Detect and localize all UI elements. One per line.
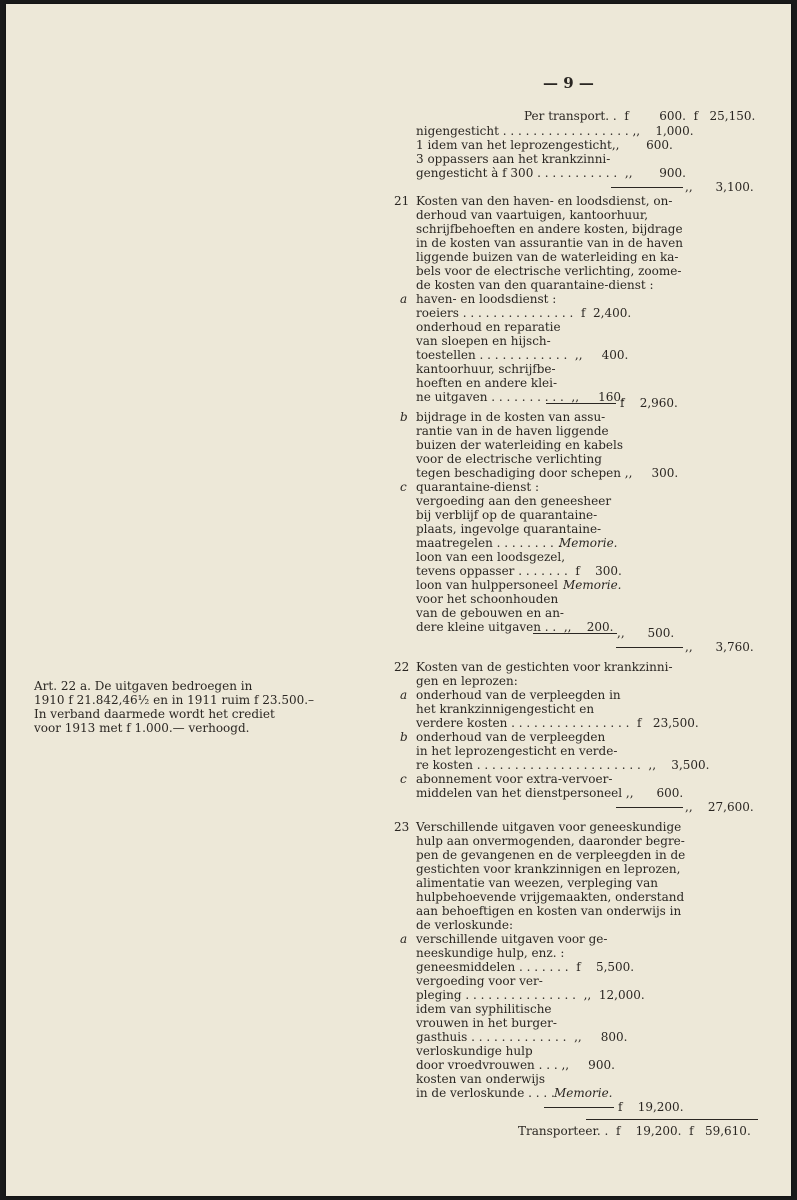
item-letter: b <box>400 730 408 744</box>
text-line: hulpbehoevende vrijgemaakten, onderstand <box>416 890 685 904</box>
per-transport-line: Per transport. . f 600. f 25,150. <box>524 109 756 123</box>
text-line: onderhoud en reparatie <box>416 320 561 334</box>
text-line: voor het schoonhouden <box>416 592 559 606</box>
text-line: in de kosten van assurantie van in de haven <box>416 236 683 250</box>
page-number: — 9 — <box>543 74 594 92</box>
text-line: derhoud van vaartuigen, kantoorhuur, <box>416 208 649 222</box>
side-note-line: Art. 22 a. De uitgaven bedroegen in <box>34 679 253 693</box>
text-line: 1 idem van het leprozengesticht,, 600. <box>416 138 673 152</box>
text-line: maatregelen . . . . . . . . . <box>416 536 562 550</box>
text-line: door vroedvrouwen . . . ,, 900. <box>416 1058 615 1072</box>
text-line: quarantaine-dienst : <box>416 480 540 494</box>
memorie-note: Memorie. <box>554 1086 613 1100</box>
text-line: gasthuis . . . . . . . . . . . . . ,, 800. <box>416 1030 628 1044</box>
text-line: vrouwen in het burger- <box>416 1016 557 1030</box>
sum-rule <box>611 187 683 188</box>
text-line: abonnement voor extra-vervoer- <box>416 772 613 786</box>
text-line: in het leprozengesticht en verde- <box>416 744 618 758</box>
subtotal: f 19,200. <box>618 1100 684 1114</box>
text-line: verdere kosten . . . . . . . . . . . . . . . . f 23,500. <box>416 716 699 730</box>
sum-rule <box>616 807 683 808</box>
text-line: bij verblijf op de quarantaine- <box>416 508 598 522</box>
transporteer-line: Transporteer. . f 19,200. f 59,610. <box>518 1124 751 1138</box>
text-line: plaats, ingevolge quarantaine- <box>416 522 602 536</box>
subtotal: ,, 27,600. <box>685 800 754 814</box>
text-line: idem van syphilitische <box>416 1002 552 1016</box>
text-line: re kosten . . . . . . . . . . . . . . . . . . . . . . ,, 3,500. <box>416 758 710 772</box>
text-line: hulp aan onvermogenden, daaronder begre- <box>416 834 685 848</box>
text-line: de kosten van den quarantaine-dienst : <box>416 278 654 292</box>
text-line: roeiers . . . . . . . . . . . . . . . f 2,400. <box>416 306 632 320</box>
text-line: kosten van onderwijs <box>416 1072 546 1086</box>
subtotal: ,, 3,760. <box>685 640 754 654</box>
memorie-note: Memorie. <box>563 578 622 592</box>
text-line: van sloepen en hijsch- <box>416 334 551 348</box>
text-line: loon van hulppersoneel <box>416 578 558 592</box>
text-line: dere kleine uitgaven . . ,, 200. <box>416 620 614 634</box>
article-number: 21 <box>394 194 410 208</box>
text-line: verschillende uitgaven voor ge- <box>416 932 608 946</box>
item-letter: a <box>400 688 408 702</box>
text-line: in de verloskunde . . . . <box>416 1086 555 1100</box>
text-line: rantie van in de haven liggende <box>416 424 609 438</box>
text-line: onderhoud van de verpleegden in <box>416 688 621 702</box>
document-page <box>6 4 791 1196</box>
text-line: vergoeding aan den geneesheer <box>416 494 612 508</box>
sum-rule <box>546 403 616 404</box>
text-line: neeskundige hulp, enz. : <box>416 946 565 960</box>
text-line: alimentatie van weezen, verpleging van <box>416 876 658 890</box>
text-line: hoeften en andere klei- <box>416 376 558 390</box>
article-number: 23 <box>394 820 410 834</box>
text-line: het krankzinnigengesticht en <box>416 702 595 716</box>
text-line: gen en leprozen: <box>416 674 518 688</box>
item-letter: c <box>400 772 407 786</box>
sum-rule <box>544 1107 614 1108</box>
text-line: ne uitgaven . . . . . . . . . . ,, 160. <box>416 390 625 404</box>
text-line: haven- en loodsdienst : <box>416 292 557 306</box>
sum-rule <box>586 1119 758 1120</box>
sum-rule <box>533 633 617 634</box>
text-line: toestellen . . . . . . . . . . . . ,, 400. <box>416 348 629 362</box>
text-line: Kosten van den haven- en loodsdienst, on- <box>416 194 673 208</box>
text-line: bels voor de electrische verlichting, zoome- <box>416 264 682 278</box>
article-number: 22 <box>394 660 410 674</box>
text-line: tevens oppasser . . . . . . . f 300. <box>416 564 622 578</box>
text-line: geneesmiddelen . . . . . . . f 5,500. <box>416 960 635 974</box>
subtotal: f 2,960. <box>620 396 678 410</box>
text-line: tegen beschadiging door schepen ,, 300. <box>416 466 679 480</box>
text-line: nigengesticht . . . . . . . . . . . . . . . . . ,, 1,000. <box>416 124 694 138</box>
side-note-line: In verband daarmede wordt het crediet <box>34 707 275 721</box>
text-line: 3 oppassers aan het krankzinni- <box>416 152 611 166</box>
text-line: voor de electrische verlichting <box>416 452 602 466</box>
subtotal: ,, 3,100. <box>685 180 754 194</box>
text-line: loon van een loodsgezel, <box>416 550 566 564</box>
text-line: schrijfbehoeften en andere kosten, bijdrage <box>416 222 683 236</box>
memorie-note: Memorie. <box>559 536 618 550</box>
text-line: bijdrage in de kosten van assu- <box>416 410 606 424</box>
subtotal: ,, 500. <box>617 626 675 640</box>
text-line: middelen van het dienstpersoneel ,, 600. <box>416 786 684 800</box>
text-line: gestichten voor krankzinnigen en leprozen, <box>416 862 681 876</box>
item-letter: a <box>400 292 408 306</box>
text-line: pleging . . . . . . . . . . . . . . . ,, 12,000. <box>416 988 645 1002</box>
item-letter: b <box>400 410 408 424</box>
text-line: buizen der waterleiding en kabels <box>416 438 624 452</box>
sum-rule <box>616 647 683 648</box>
text-line: vergoeding voor ver- <box>416 974 543 988</box>
item-letter: c <box>400 480 407 494</box>
side-note-line: voor 1913 met f 1.000.— verhoogd. <box>34 721 250 735</box>
item-letter: a <box>400 932 408 946</box>
text-line: onderhoud van de verpleegden <box>416 730 606 744</box>
text-line: verloskundige hulp <box>416 1044 533 1058</box>
text-line: pen de gevangenen en de verpleegden in de <box>416 848 686 862</box>
text-line: liggende buizen van de waterleiding en ka- <box>416 250 679 264</box>
text-line: van de gebouwen en an- <box>416 606 564 620</box>
text-line: de verloskunde: <box>416 918 513 932</box>
text-line: aan behoeftigen en kosten van onderwijs in <box>416 904 682 918</box>
side-note-line: 1910 f 21.842,46½ en in 1911 ruim f 23.500.– <box>34 693 315 707</box>
text-line: kantoorhuur, schrijfbe- <box>416 362 556 376</box>
text-line: Verschillende uitgaven voor geneeskundige <box>416 820 682 834</box>
text-line: Kosten van de gestichten voor krankzinni- <box>416 660 673 674</box>
text-line: gengesticht à f 300 . . . . . . . . . . . ,, 900. <box>416 166 686 180</box>
